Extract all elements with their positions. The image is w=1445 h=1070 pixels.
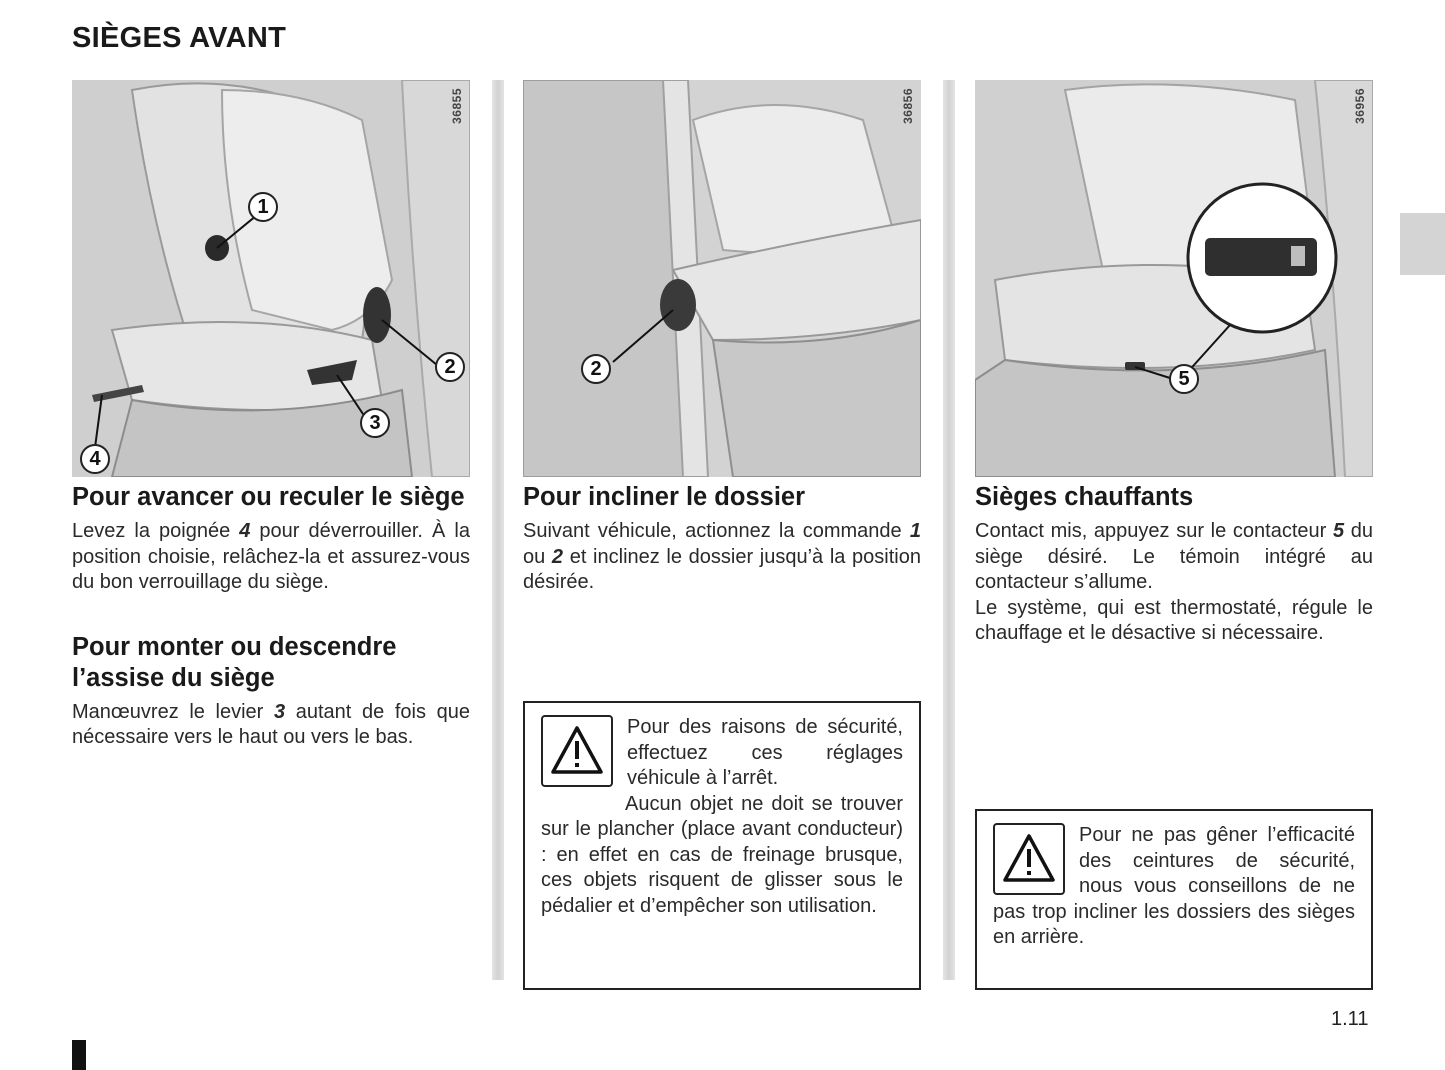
seat-drawing-1 (72, 80, 470, 477)
callout-5: 5 (1169, 364, 1199, 394)
text-heated-seats: Contact mis, appuyez sur le contacteur 5 du siège désiré. Le témoin intégré au contacteur s’allume. (975, 520, 1373, 593)
column-heated-seats (975, 80, 1373, 948)
warning-box-safety (523, 701, 921, 990)
warning-text-1: Pour des raisons de sécurité, effectuez ces réglages véhicule à l’arrêt. (627, 716, 903, 789)
warning-icon (541, 715, 613, 787)
column-backrest (523, 80, 921, 917)
callout-2: 2 (581, 354, 611, 384)
seat-illustration-2 (523, 80, 921, 477)
chapter-tab (1400, 213, 1445, 275)
heading-seat-height: Pour monter ou descendre l’assise du siège (72, 632, 397, 692)
text-seat-forward-back: Levez la poignée 4 pour déverrouiller. À la position choisie, relâchez-la et assurez-vous du bon verrouillage du siège. (72, 520, 470, 593)
callout-3: 3 (360, 408, 390, 438)
seat-illustration-3 (975, 80, 1373, 477)
callout-1: 1 (248, 192, 278, 222)
warning-box-backrest (975, 809, 1373, 990)
text-seat-height: Manœuvrez le levier 3 autant de fois que nécessaire vers le haut ou vers le bas. (72, 700, 470, 748)
warning-icon (993, 823, 1065, 895)
page-number: 1.11 (1331, 1008, 1369, 1030)
callout-4: 4 (80, 444, 110, 474)
heading-backrest: Pour incliner le dossier (523, 483, 806, 511)
figure-number: 36856 (901, 88, 915, 124)
warning-text-1: Pour ne pas gêner l’efficacité des ceintures de sécurité, nous vous conseillons de ne pas trop incliner les dossiers des sièges en arrière. (993, 824, 1355, 948)
column-divider (943, 80, 955, 980)
warning-text-2: Aucun objet ne doit se trouver sur le plancher (place avant conducteur) : en effet en cas de freinage brusque, ces objets risquent de glisser sous le pédalier et d’empêcher son utilisation. (541, 792, 903, 917)
heading-heated-seats: Sièges chauffants (975, 483, 1194, 511)
seat-drawing-3 (975, 80, 1373, 477)
figure-number: 36855 (450, 88, 464, 124)
column-seat-adjust (72, 80, 470, 751)
seat-illustration-1 (72, 80, 470, 477)
column-divider (492, 80, 504, 980)
figure-number: 36956 (1353, 88, 1367, 124)
heading-seat-forward-back: Pour avancer ou reculer le siège (72, 483, 465, 511)
text-backrest: Suivant véhicule, actionnez la commande 1 ou 2 et inclinez le dossier jusqu’à la position désirée. (523, 520, 921, 593)
seat-drawing-2 (523, 80, 921, 477)
page-title: SIÈGES AVANT (72, 22, 287, 54)
text-heated-seats-2: Le système, qui est thermostaté, régule le chauffage et le désactive si nécessaire. (975, 596, 1373, 644)
corner-mark (72, 1040, 86, 1070)
callout-2: 2 (435, 352, 465, 382)
